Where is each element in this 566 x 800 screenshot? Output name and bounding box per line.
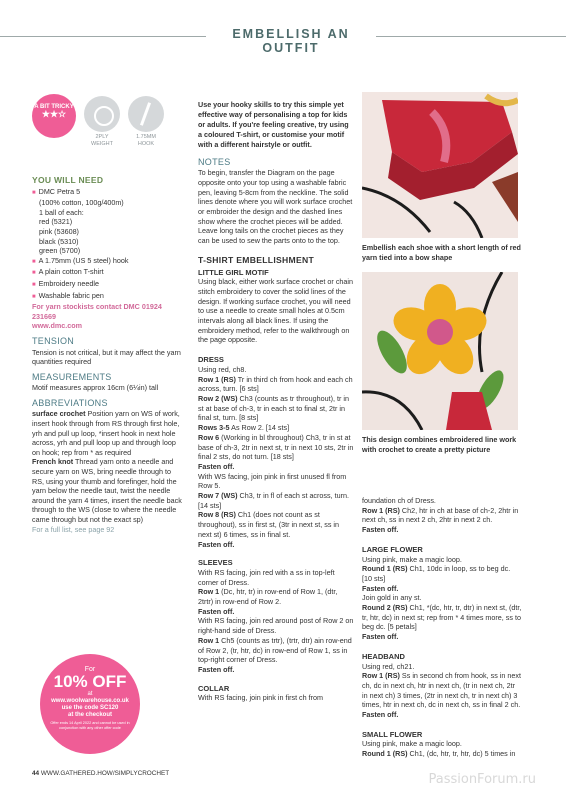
- round-text: Ch1, (dc, htr, tr, htr, dc) 5 times in: [407, 749, 516, 759]
- fasten-off: Fasten off.: [362, 710, 399, 720]
- row-label: Row 7 (WS): [198, 491, 238, 501]
- flower-round: [362, 564, 522, 583]
- list-item: ■ Washable fabric pen: [32, 291, 184, 303]
- list-item: ■ A 1.75mm (US 5 steel) hook: [32, 256, 184, 268]
- row-text: Ch2, htr in ch at base of ch-2, 2htr in next ch, ss in next 2 ch, 2htr in next 2 ch.: [362, 505, 519, 525]
- dress-row: [198, 375, 354, 394]
- small-flower-heading: SMALL FLOWER: [362, 729, 423, 739]
- stockists-contact: For yarn stockists contact DMC 01924 231669: [32, 302, 162, 321]
- sleeves-start: With RS facing, join red with a ss in top-left corner of Dress.: [198, 567, 335, 587]
- large-flower-start: Using pink, make a magic loop.: [362, 554, 462, 564]
- headband-heading: HEADBAND: [362, 651, 405, 661]
- list-item: pink (53608): [39, 226, 79, 236]
- dress-row: [198, 423, 354, 433]
- fasten-off: Fasten off.: [198, 539, 235, 549]
- yarn-ball-icon: [84, 96, 120, 132]
- flower-photo-illustration: [362, 272, 518, 430]
- collar-heading: COLLAR: [198, 683, 230, 693]
- little-girl-motif-heading: LITTLE GIRL MOTIF: [198, 267, 269, 277]
- dmc-website-link[interactable]: www.dmc.com: [32, 321, 83, 331]
- watermark: PassionForum.ru: [428, 772, 536, 787]
- notes-text-2: Leave long tails on the crochet pieces as they can be used to sew the parts onto to the top.: [198, 226, 344, 246]
- sleeves-row: [198, 587, 354, 606]
- dress-heading: DRESS: [198, 355, 224, 365]
- photo-caption-1: Embellish each shoe with a short length of red yarn tied into a bow shape: [362, 243, 521, 262]
- row-label: Rows 3-5: [198, 423, 230, 433]
- little-girl-text: Using black, either work surface crochet or chain stitch embroidery to cover the solid lines of the design. If working surface crochet, you will need to use a needle to create small holes at 0.5cm intervals along all black lines. If using the embroidery method, refer to the walkthrough on the page opposite.: [198, 277, 353, 345]
- difficulty-stars: ★★☆: [41, 109, 67, 119]
- row-label: Row 6: [198, 432, 220, 442]
- row-text: Tr in third ch from hook and each ch across, turn. [6 sts]: [198, 374, 353, 394]
- page-section-title: EMBELLISH AN OUTFIT: [232, 27, 350, 55]
- crochet-hook-icon: [128, 96, 164, 132]
- fasten-off: Fasten off.: [198, 664, 235, 674]
- collar-text: With RS facing, join pink in first ch from: [198, 693, 324, 703]
- list-item: black (5310): [39, 236, 79, 246]
- promo-site: www.woolwarehouse.co.uk: [51, 698, 129, 704]
- list-item: (100% cotton, 100g/400m): [39, 198, 124, 208]
- dress-row: [198, 510, 354, 539]
- row-text: Ss in second ch from hook, ss in next ch, dc in next ch, htr in next ch, (tr in next ch, 2tr in next ch) 3 times, (2tr in next ch, tr in next ch) 3 times, htr in next ch, dc in next ch, ss in final 2 ch.: [362, 671, 521, 710]
- list-item: ■ Embroidery needle: [32, 279, 184, 291]
- page-footer: [32, 770, 169, 777]
- instructions-column: [198, 100, 354, 703]
- round-label: Round 2 (RS): [362, 603, 408, 613]
- promo-checkout: at the checkout: [67, 712, 112, 718]
- flower-round: [362, 749, 522, 759]
- hook-size-label: 1.75MM HOOK: [136, 134, 156, 147]
- difficulty-label: A BIT TRICKY: [34, 104, 74, 110]
- page-number: 44: [32, 770, 40, 777]
- measurements-text: Motif measures approx 16cm (6¼in) tall: [32, 383, 159, 393]
- sleeves-row: [198, 636, 354, 665]
- pattern-info-badges: [32, 94, 172, 156]
- abbrev-term: surface crochet: [32, 409, 86, 419]
- fasten-off: Fasten off.: [362, 583, 399, 593]
- row-label: Row 1: [198, 587, 220, 597]
- tension-heading: TENSION: [32, 335, 75, 346]
- list-item: ■ DMC Petra 5: [32, 187, 184, 199]
- collar-continued: foundation ch of Dress.: [362, 496, 436, 505]
- intro-paragraph: Use your hooky skills to try this simple yet effective way of personalising a top for kids or adults. If you're feeling creative, try using a coloured T-shirt, or customise your motif with a different hairstyle or outfit.: [198, 100, 349, 149]
- row-label: Row 1 (RS): [198, 374, 236, 384]
- dress-row: [198, 394, 354, 423]
- promo-at: at: [87, 691, 93, 697]
- abbrev-definition: Position yarn on WS of work, insert hook through from RS through first hole, yrh and pull up loop, *insert hook in next hole across, yrh and pull loop up and through loop on hook; rep from * as required: [32, 409, 180, 457]
- instructions-column-right: [362, 496, 522, 759]
- sleeves-mid: With RS facing, join red around post of Row 2 on right-hand side of Dress.: [198, 616, 354, 636]
- fasten-off: Fasten off.: [198, 606, 235, 616]
- row-text: Ch5 (counts as trtr), (trtr, dtr) ain row-end of Row 2, (tr, htr, dc) in row-end of Row 1, ss in top-right corner of Dress.: [198, 635, 352, 665]
- fasten-off: Fasten off.: [362, 525, 399, 535]
- promo-code: use the code SC120: [61, 705, 119, 711]
- dress-row: [198, 491, 354, 510]
- full-list-link[interactable]: For a full list, see page 92: [32, 524, 115, 534]
- row-label: Row 8 (RS): [198, 510, 236, 520]
- abbrev-definition: Thread yarn onto a needle and secure yarn on WS, bring needle through to RS, using your thumb and forefinger, hold the yarn below the needle taut, twist the needle around the yarn 4 times, insert the needle back through to the WS (close to where the needle came through but not the exact sp): [32, 457, 182, 524]
- row-text: Ch3, tr in fl of each st across, turn. [14 sts]: [198, 491, 349, 510]
- promo-terms: Offer ends 14 April 2022 and cannot be used in conjunction with any other offer code: [50, 721, 130, 730]
- row-text: Ch3 (counts as tr throughout), tr in st at base of ch-3, tr in each st to final st, 2tr in final st, turn. [8 sts]: [198, 394, 349, 423]
- row-text: Ch1 (does not count as st throughout), ss in first st, (3tr in next st, ss in next st) 6 times, ss in final st.: [198, 510, 340, 539]
- dress-row: [198, 433, 354, 462]
- photo-caption-2: This design combines embroidered line work with crochet to create a pretty picture: [362, 435, 517, 454]
- promo-for: For: [84, 666, 96, 673]
- abbrev-surface-crochet: [32, 409, 184, 457]
- tension-text: Tension is not critical, but it may affect the yarn quantities required: [32, 347, 181, 367]
- discount-promo-badge[interactable]: [40, 654, 140, 754]
- row-text: (Working in bl throughout) Ch3, tr in st at base of ch-3, 2tr in next st, tr in next 10 sts, 2tr in final 2 sts, do not turn. [18 sts]: [198, 432, 354, 462]
- dress-start: Using red, ch8.: [198, 364, 247, 374]
- headband-start: Using red, ch21.: [362, 661, 415, 671]
- measurements-heading: MEASUREMENTS: [32, 371, 112, 382]
- large-flower-heading: LARGE FLOWER: [362, 544, 423, 554]
- shoe-bow-photo: [362, 92, 518, 238]
- list-item: green (5700): [39, 246, 81, 256]
- small-flower-start: Using pink, make a magic loop.: [362, 739, 462, 749]
- round-label: Round 1 (RS): [362, 564, 408, 574]
- notes-heading: NOTES: [198, 156, 231, 167]
- promo-discount: 10% OFF: [53, 672, 127, 691]
- list-item: ■ A plain cotton T-shirt: [32, 267, 184, 279]
- round-label: Round 1 (RS): [362, 749, 408, 759]
- abbrev-french-knot: [32, 457, 184, 524]
- row-label: Row 2 (WS): [198, 394, 238, 403]
- list-item: 1 ball of each:: [39, 207, 84, 217]
- row-text: As Row 2. [14 sts]: [229, 423, 290, 433]
- tshirt-embellishment-heading: T-SHIRT EMBELLISHMENT: [198, 254, 315, 265]
- yarn-weight-label: 2PLY WEIGHT: [91, 134, 113, 147]
- shoe-photo-illustration: [362, 92, 518, 238]
- difficulty-badge: [32, 94, 76, 138]
- row-label: Row 1: [198, 635, 220, 645]
- fasten-off: Fasten off.: [362, 632, 399, 642]
- join-gold-text: Join gold in any st.: [362, 593, 422, 603]
- sleeves-heading: SLEEVES: [198, 558, 233, 568]
- headband-row: [362, 671, 522, 710]
- round-text: Ch1, 10dc in loop, ss to beg dc. [10 sts]: [362, 564, 511, 583]
- footer-site[interactable]: WWW.GATHERED.HOW/SIMPLYCROCHET: [40, 770, 170, 777]
- notes-text: To begin, transfer the Diagram on the page opposite onto your top using a washable fabric pen, leaving 5-8cm from the neckline. The solid lines denote where you will work surface crochet or embroider the design and the dashed lines show where the crochet pieces will be added.: [198, 168, 353, 226]
- flower-photo: [362, 272, 518, 430]
- round-text: Ch1, *(dc, htr, tr, dtr) in next st, (dtr, tr, htr, dc) in next st; rep from * 4 times more, ss to beg dc. [5 petals]: [362, 603, 522, 632]
- abbrev-term: French knot: [32, 457, 74, 467]
- ws-facing-text: With WS facing, join pink in first unused fl from Row 5.: [198, 471, 347, 491]
- fasten-off: Fasten off.: [198, 461, 235, 471]
- collar-row: [362, 506, 522, 525]
- materials-column: [32, 170, 184, 534]
- row-label: Row 1 (RS): [362, 671, 400, 681]
- you-will-need-heading: YOU WILL NEED: [32, 175, 104, 185]
- header-rule-left: [0, 36, 206, 37]
- list-item: red (5321): [39, 217, 73, 227]
- abbreviations-heading: ABBREVIATIONS: [32, 397, 108, 408]
- header-rule-right: [376, 36, 566, 37]
- row-label: Row 1 (RS): [362, 505, 400, 515]
- flower-round: [362, 603, 522, 632]
- row-text: (Dc, htr, tr) in row-end of Row 1, (dtr, 2trtr) in row-end of Row 2.: [198, 587, 338, 607]
